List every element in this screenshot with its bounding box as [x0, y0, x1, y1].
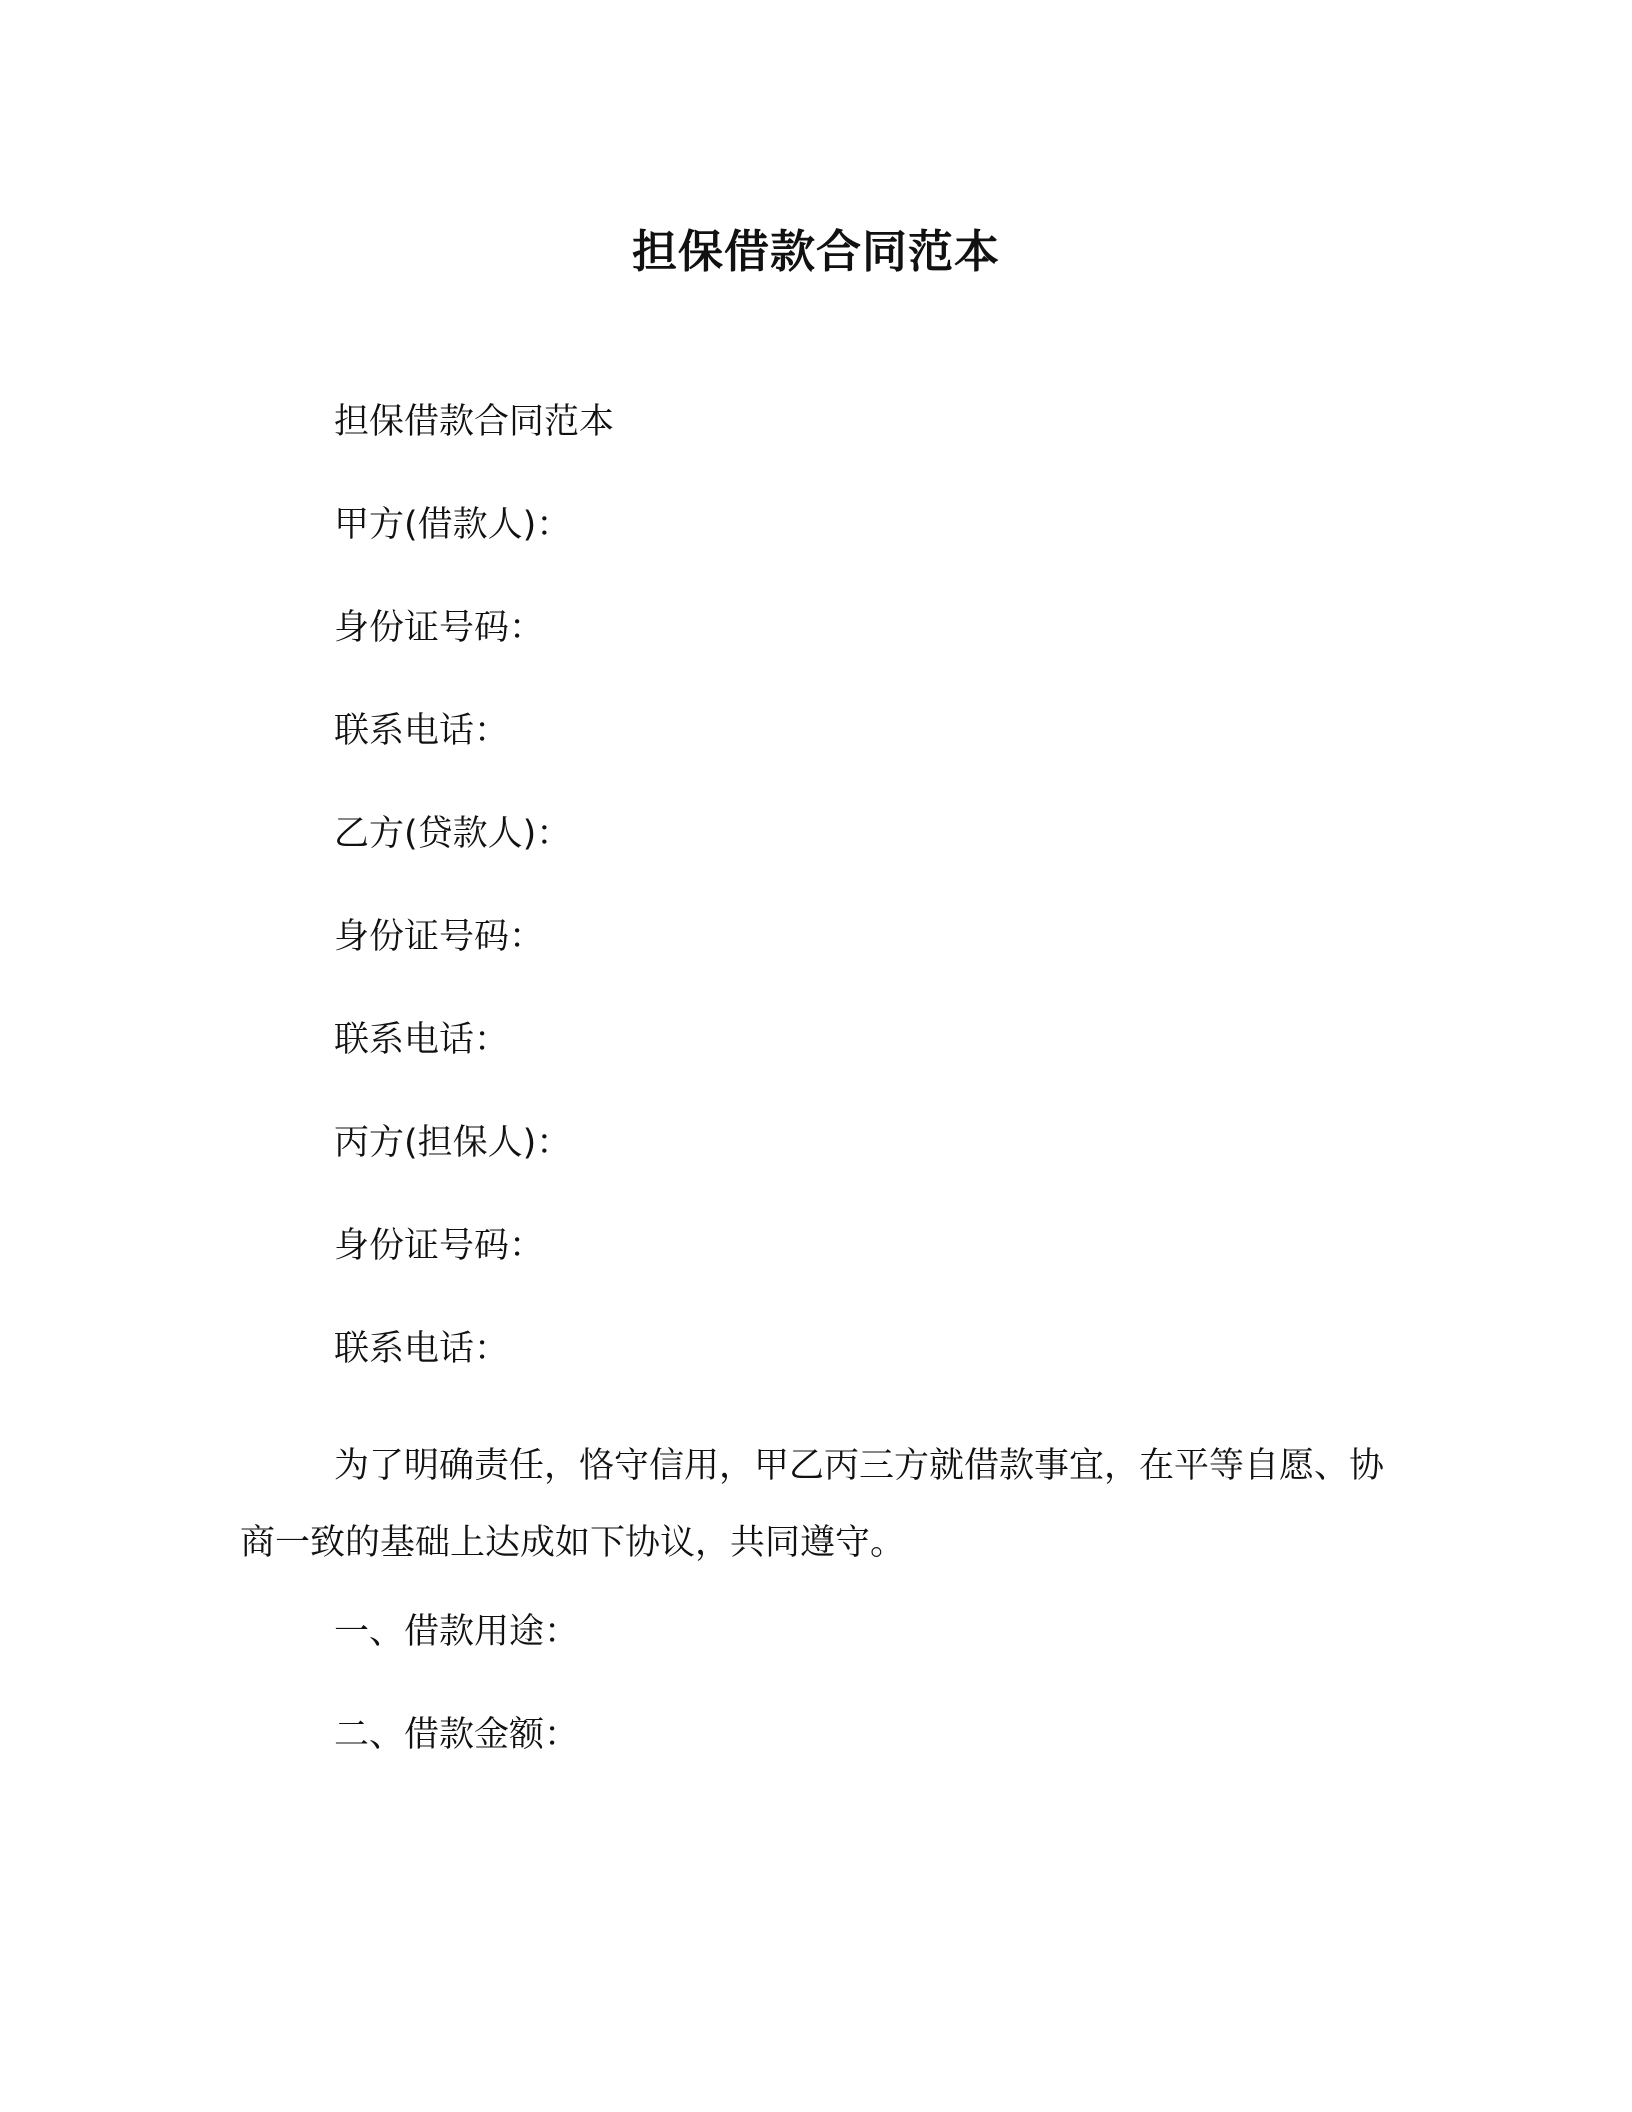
document-subtitle: 担保借款合同范本: [334, 402, 615, 442]
intro-paragraph: 为了明确责任，恪守信用，甲乙丙三方就借款事宜，在平等自愿、协商一致的基础上达成如下协议，共同遵守。: [240, 1446, 1385, 1563]
party-a-phone-label: 联系电话：: [334, 711, 510, 751]
party-c-label: 丙方(担保人)：: [334, 1123, 572, 1163]
party-a-label: 甲方(借款人)：: [334, 505, 572, 545]
clause-amount: 二、借款金额：: [334, 1715, 580, 1755]
party-b-label: 乙方(贷款人)：: [334, 814, 572, 854]
document-title: 担保借款合同范本: [631, 225, 1000, 278]
party-a-id-label: 身份证号码：: [334, 608, 545, 648]
party-c-phone-label: 联系电话：: [334, 1329, 510, 1369]
party-c-id-label: 身份证号码：: [334, 1226, 545, 1266]
party-b-id-label: 身份证号码：: [334, 917, 545, 957]
party-b-phone-label: 联系电话：: [334, 1020, 510, 1060]
clause-purpose: 一、借款用途：: [334, 1612, 580, 1652]
